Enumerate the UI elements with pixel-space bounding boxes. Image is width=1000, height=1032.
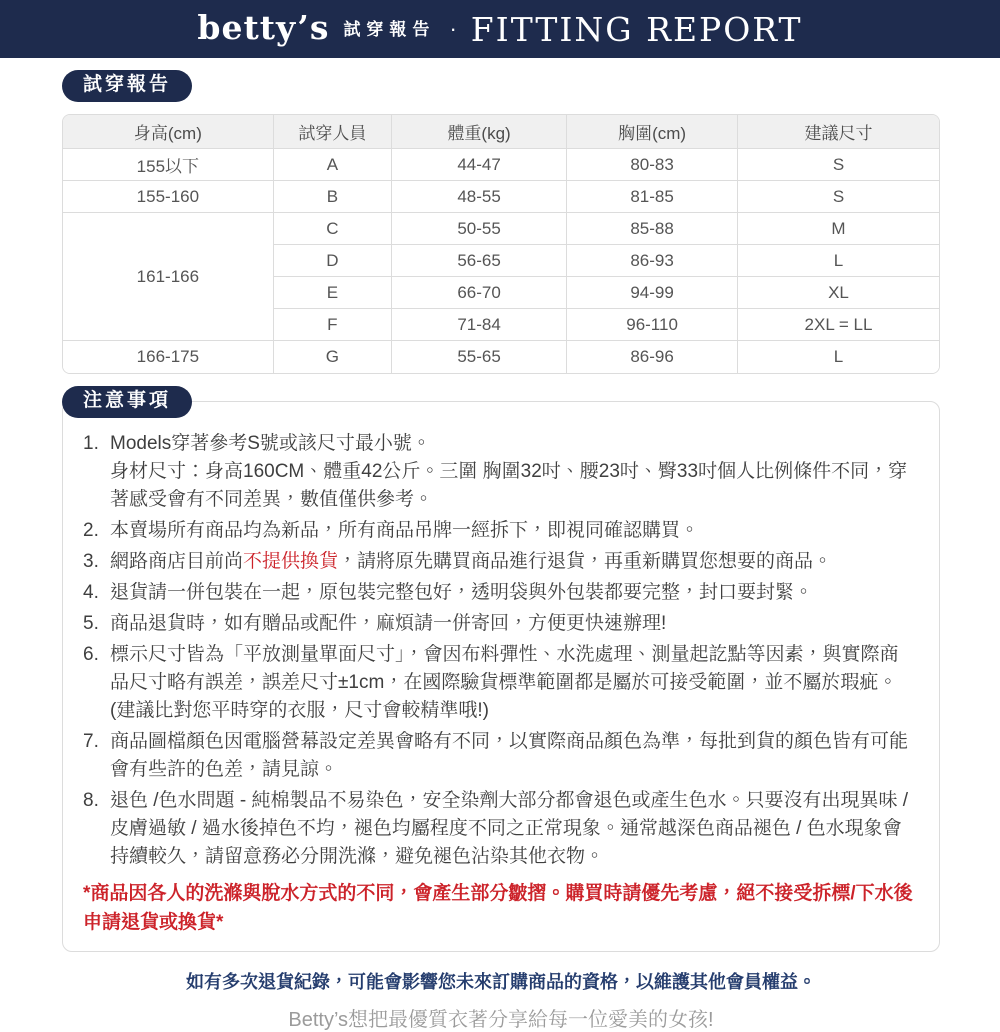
footer-policy-note: 如有多次退貨紀錄，可能會影響您未來訂購商品的資格，以維護其他會員權益。 <box>186 971 816 992</box>
note-number: 8. <box>83 789 99 811</box>
size-cell: S <box>737 181 939 213</box>
note-item <box>83 728 915 784</box>
page-content <box>0 58 1000 1032</box>
tester-cell: D <box>273 245 391 277</box>
note-text: Models穿著參考S號或該尺寸最小號。 身材尺寸：身高160CM、體重42公斤。三圍 胸圍32吋、腰23吋、臀33吋個人比例條件不同，穿著感受會有不同差異，數值僅供參考。 <box>110 432 908 510</box>
weight-cell: 44-47 <box>391 149 566 181</box>
table-row <box>63 213 939 245</box>
tester-cell: G <box>273 341 391 373</box>
size-cell: L <box>737 245 939 277</box>
note-item <box>83 787 915 871</box>
chest-cell: 96-110 <box>567 309 738 341</box>
note-item <box>83 548 915 576</box>
height-cell: 161-166 <box>63 213 273 341</box>
tester-cell: B <box>273 181 391 213</box>
column-header: 體重(kg) <box>391 115 566 149</box>
size-cell: XL <box>737 277 939 309</box>
note-text: 網路商店目前尚不提供換貨，請將原先購買商品進行退貨，再重新購買您想要的商品。 <box>110 550 833 572</box>
chest-cell: 85-88 <box>567 213 738 245</box>
table-row <box>63 341 939 373</box>
height-cell: 166-175 <box>63 341 273 373</box>
weight-cell: 48-55 <box>391 181 566 213</box>
column-header: 胸圍(cm) <box>567 115 738 149</box>
note-number: 4. <box>83 581 99 603</box>
fitting-report-badge: 試穿報告 <box>62 70 192 102</box>
warning-text: *商品因各人的洗滌與脫水方式的不同，會產生部分皺摺。購買時請優先考慮，絕不接受拆標/下水後申請退貨或換貨* <box>83 882 913 933</box>
weight-cell: 71-84 <box>391 309 566 341</box>
notes-list <box>83 430 915 871</box>
column-header: 建議尺寸 <box>737 115 939 149</box>
weight-cell: 50-55 <box>391 213 566 245</box>
note-item <box>83 579 915 607</box>
weight-cell: 66-70 <box>391 277 566 309</box>
footer-slogan: Betty’s想把最優質衣著分享給每一位愛美的女孩! <box>288 1008 714 1031</box>
highlighted-text: 不提供換貨 <box>243 550 339 572</box>
note-text: 本賣場所有商品均為新品，所有商品吊牌一經拆下，即視同確認購買。 <box>110 519 700 541</box>
note-number: 7. <box>83 730 99 752</box>
table-row <box>63 149 939 181</box>
note-item <box>83 610 915 638</box>
size-cell: M <box>737 213 939 245</box>
tester-cell: C <box>273 213 391 245</box>
tester-cell: A <box>273 149 391 181</box>
note-text: 商品退貨時，如有贈品或配件，麻煩請一併寄回，方便更快速辦理! <box>110 612 667 634</box>
note-number: 1. <box>83 432 99 454</box>
brand-header <box>0 0 1000 58</box>
height-cell: 155以下 <box>63 149 273 181</box>
table-row <box>63 181 939 213</box>
note-item <box>83 641 915 725</box>
note-text: 退色 /色水問題 - 純棉製品不易染色，安全染劑大部分都會退色或產生色水。只要沒有出現異味 /皮膚過敏 / 過水後掉色不均，褪色均屬程度不同之正常現象。通常越深色商品褪色 / 色水現象會持續較久，請留意務必分開洗滌，避免褪色沾染其他衣物。 <box>110 789 909 867</box>
note-text: 標示尺寸皆為「平放測量單面尺寸」，會因布料彈性、水洗處理、測量起訖點等因素，與實際商品尺寸略有誤差，誤差尺寸±1cm，在國際驗貨標準範圍都是屬於可接受範圍，並不屬於瑕疵。 (建議比對您平時穿的衣服，尺寸會較精準哦!) <box>110 643 899 721</box>
chest-cell: 86-96 <box>567 341 738 373</box>
header-separator-dot: · <box>449 16 457 41</box>
note-number: 6. <box>83 643 99 665</box>
notes-section <box>62 389 940 952</box>
size-table-head <box>63 115 939 149</box>
size-table <box>62 114 940 374</box>
weight-cell: 56-65 <box>391 245 566 277</box>
tester-cell: F <box>273 309 391 341</box>
header-subtitle-zh: 試穿報告 <box>343 19 436 39</box>
column-header: 試穿人員 <box>273 115 391 149</box>
size-cell: S <box>737 149 939 181</box>
height-cell: 155-160 <box>63 181 273 213</box>
chest-cell: 86-93 <box>567 245 738 277</box>
notes-badge: 注意事項 <box>62 386 192 418</box>
brand-logo: betty’s <box>197 7 330 47</box>
header-title-en: FITTING REPORT <box>470 9 803 49</box>
weight-cell: 55-65 <box>391 341 566 373</box>
column-header: 身高(cm) <box>63 115 273 149</box>
note-item <box>83 517 915 545</box>
size-cell: 2XL = LL <box>737 309 939 341</box>
note-number: 2. <box>83 519 99 541</box>
note-text: 退貨請一併包裝在一起，原包裝完整包好，透明袋與外包裝都要完整，封口要封緊。 <box>110 581 814 603</box>
chest-cell: 80-83 <box>567 149 738 181</box>
note-text: 商品圖檔顏色因電腦營幕設定差異會略有不同，以實際商品顏色為準，每批到貨的顏色皆有可能會有些許的色差，請見諒。 <box>110 730 909 780</box>
note-number: 3. <box>83 550 99 572</box>
tester-cell: E <box>273 277 391 309</box>
chest-cell: 81-85 <box>567 181 738 213</box>
size-cell: L <box>737 341 939 373</box>
chest-cell: 94-99 <box>567 277 738 309</box>
note-number: 5. <box>83 612 99 634</box>
note-item <box>83 430 915 514</box>
